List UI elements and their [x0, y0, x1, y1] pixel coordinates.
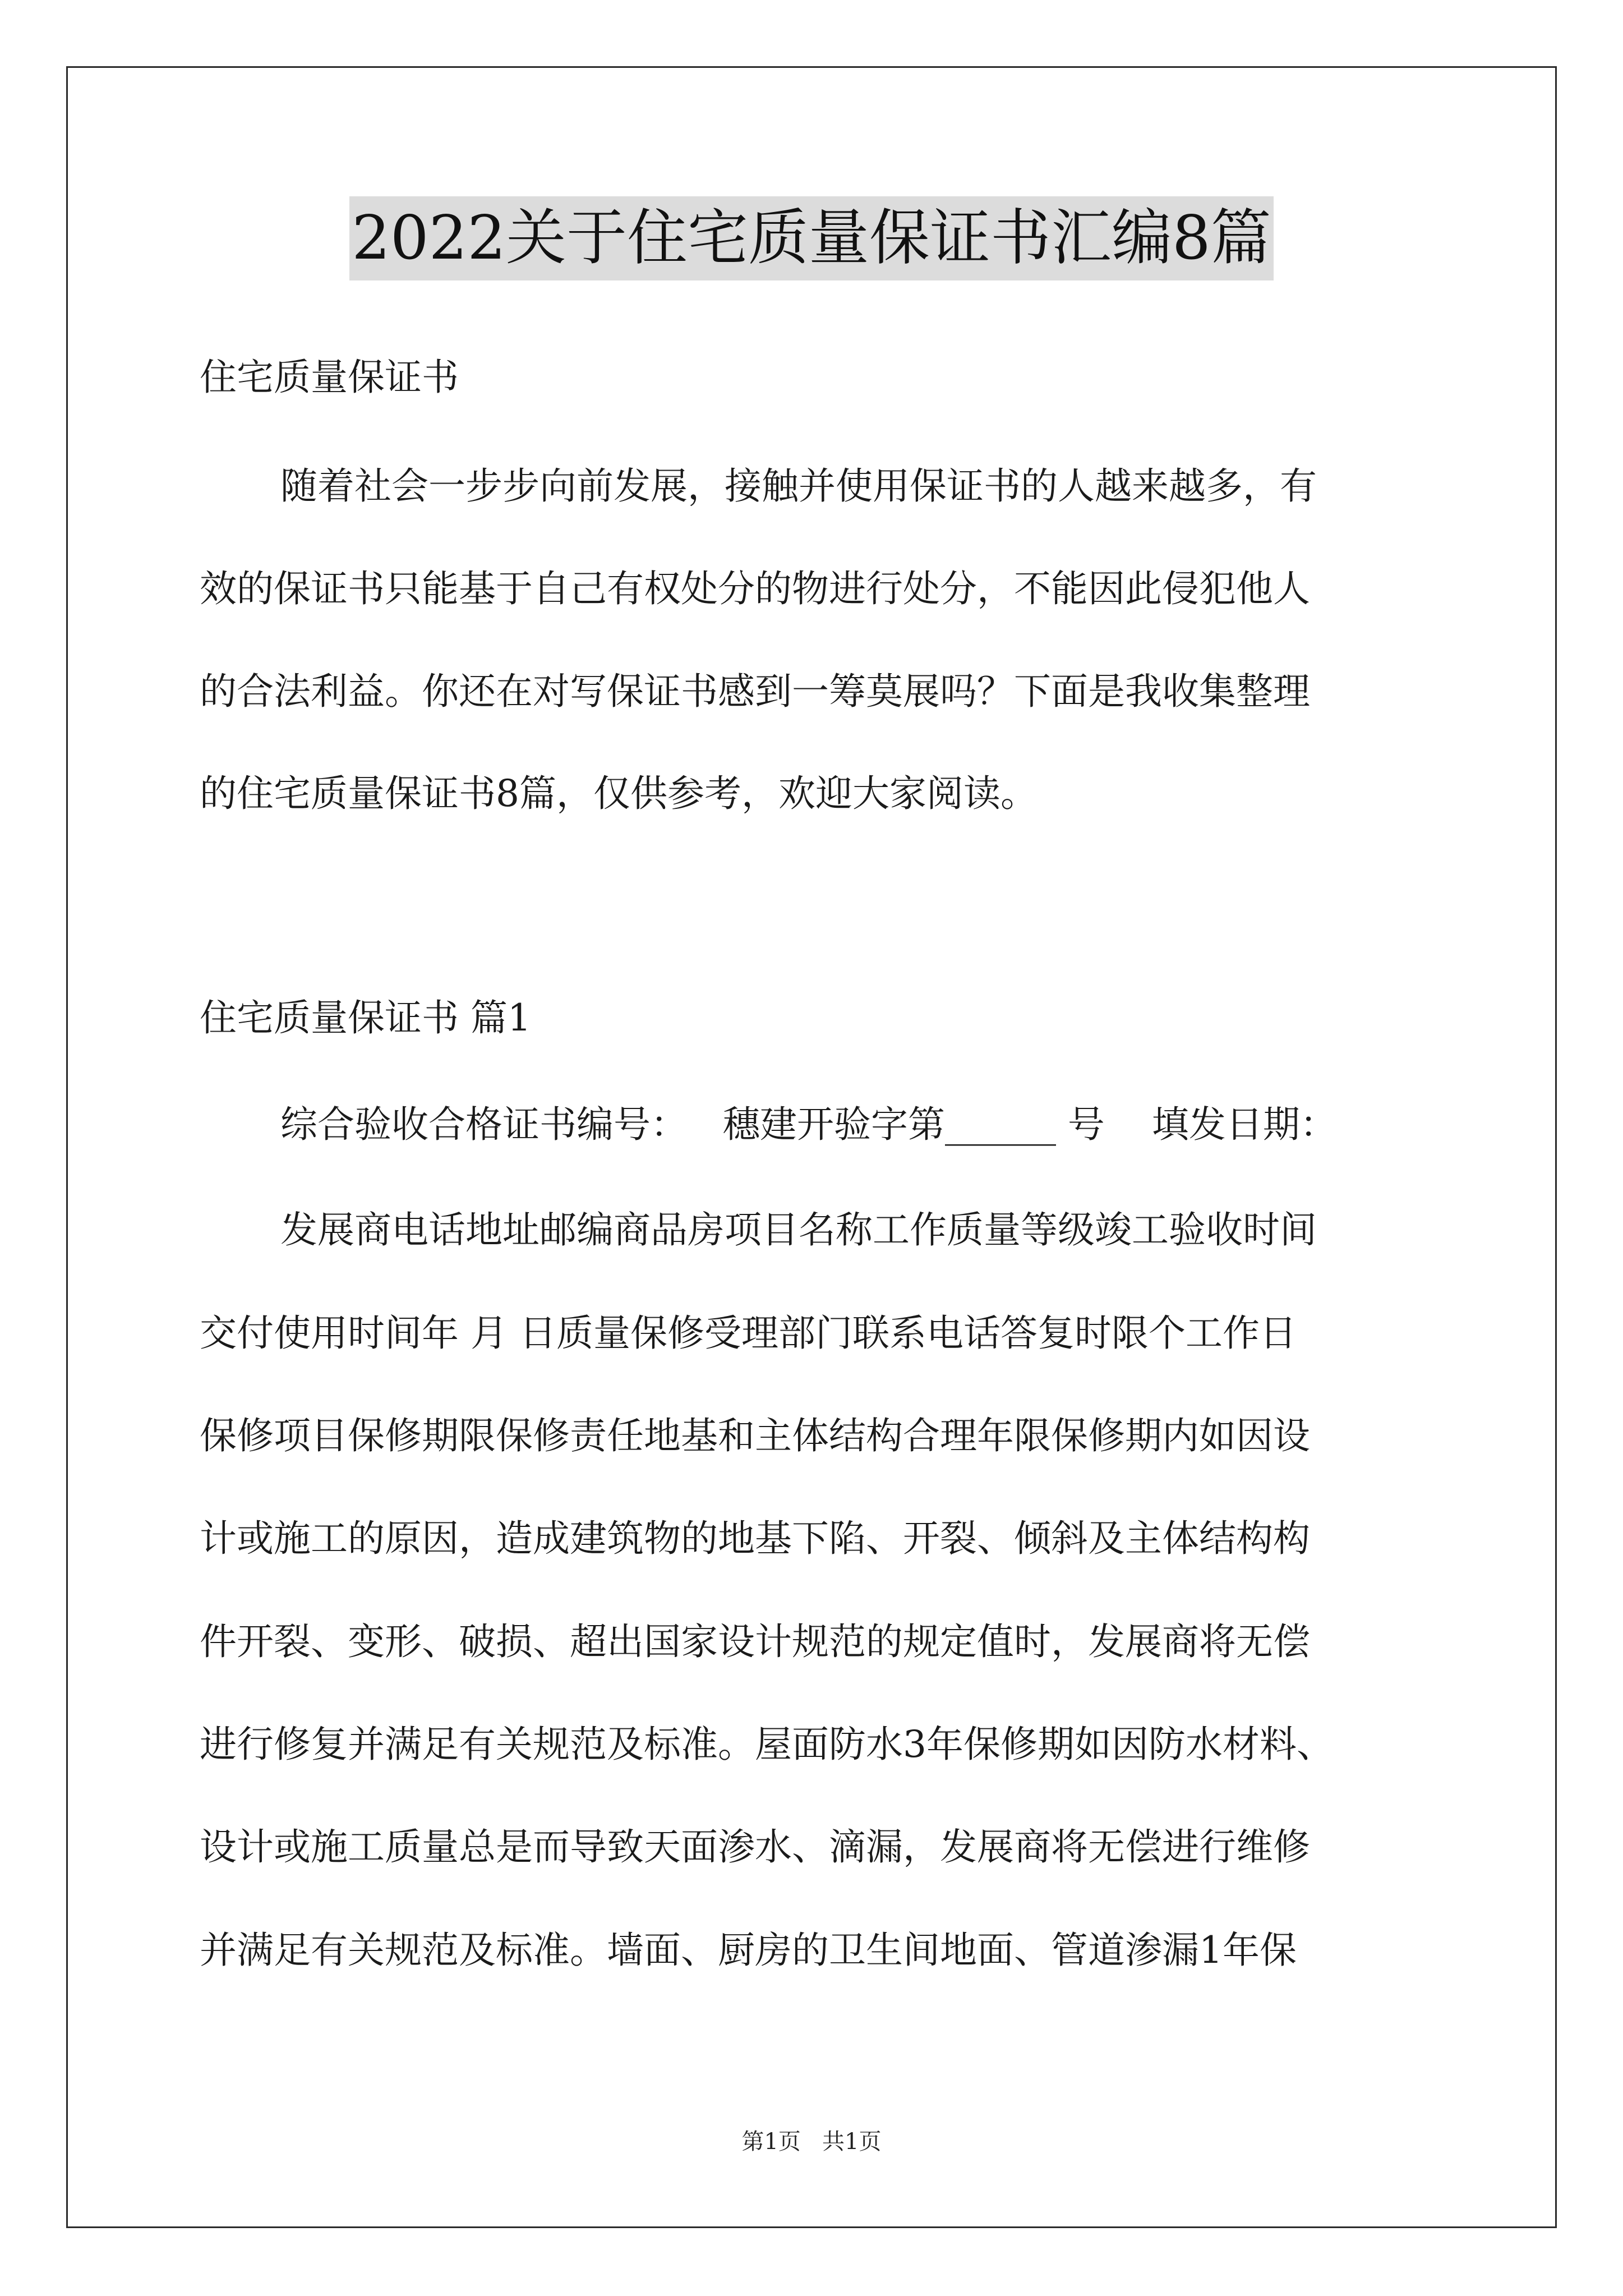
intro-line-4: 的住宅质量保证书8篇，仅供参考，欢迎大家阅读。: [200, 772, 1038, 815]
intro-line-3: 的合法利益。你还在对写保证书感到一筹莫展吗？下面是我收集整理: [200, 670, 1310, 713]
body-line-2: 交付使用时间年 月 日质量保修受理部门联系电话答复时限个工作日: [200, 1312, 1297, 1355]
title-container: [0, 196, 1623, 280]
intro-line-2: 效的保证书只能基于自己有权处分的物进行处分，不能因此侵犯他人: [200, 567, 1310, 610]
section-heading: 住宅质量保证书: [200, 356, 459, 399]
body-line-6: 进行修复并满足有关规范及标准。屋面防水3年保修期如因防水材料、: [200, 1723, 1334, 1766]
body-line-5: 件开裂、变形、破损、超出国家设计规范的规定值时，发展商将无偿: [200, 1620, 1310, 1663]
intro-line-1: 随着社会一步步向前发展，接触并使用保证书的人越来越多，有: [280, 464, 1317, 508]
document-title: 2022关于住宅质量保证书汇编8篇: [349, 196, 1274, 280]
chapter-heading: 住宅质量保证书 篇1: [200, 996, 531, 1039]
page-footer: 第1页 共1页: [741, 2129, 882, 2155]
body-line-8: 并满足有关规范及标准。墙面、厨房的卫生间地面、管道渗漏1年保: [200, 1929, 1297, 1972]
certificate-line: 综合验收合格证书编号： 穗建开验字第______ 号 填发日期：: [280, 1103, 1337, 1146]
body-line-3: 保修项目保修期限保修责任地基和主体结构合理年限保修期内如因设: [200, 1414, 1310, 1457]
body-line-4: 计或施工的原因，造成建筑物的地基下陷、开裂、倾斜及主体结构构: [200, 1517, 1310, 1560]
body-line-1: 发展商电话地址邮编商品房项目名称工作质量等级竣工验收时间: [280, 1208, 1317, 1251]
body-line-7: 设计或施工质量总是而导致天面渗水、滴漏，发展商将无偿进行维修: [200, 1825, 1310, 1869]
